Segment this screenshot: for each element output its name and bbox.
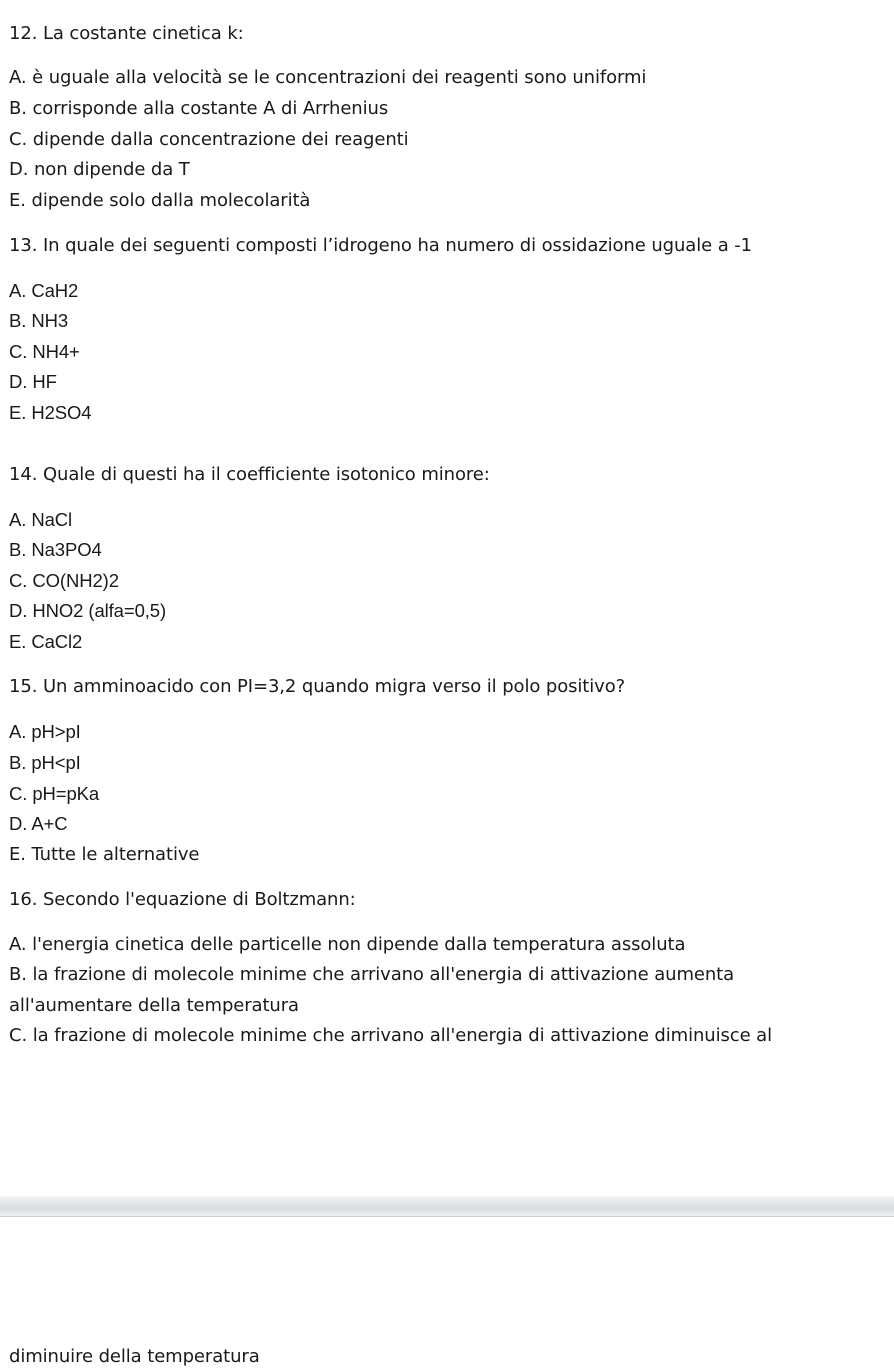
question-16-option-b: B. la frazione di molecole minime che arrivano all'energia di attivazione aumenta xyxy=(9,964,735,985)
question-14-option-d: D. HNO2 (alfa=0,5) xyxy=(9,600,167,621)
question-12-option-e: E. dipende solo dalla molecolarità xyxy=(9,190,311,211)
question-15-option-d: D. A+C xyxy=(9,813,68,834)
page-break-divider xyxy=(0,1196,894,1217)
question-12-option-c: C. dipende dalla concentrazione dei reagenti xyxy=(9,129,409,150)
question-14-option-b: B. Na3PO4 xyxy=(9,539,102,560)
question-16-title: 16. Secondo l'equazione di Boltzmann: xyxy=(9,889,356,910)
question-13-option-d: D. HF xyxy=(9,371,57,392)
question-15-option-c: C. pH=pKa xyxy=(9,783,100,804)
question-12-option-b: B. corrisponde alla costante A di Arrhenius xyxy=(9,98,389,119)
question-13-option-a: A. CaH2 xyxy=(9,280,79,301)
question-16-option-a: A. l'energia cinetica delle particelle non dipende dalla temperatura assoluta xyxy=(9,934,686,955)
question-14-option-c: C. CO(NH2)2 xyxy=(9,570,119,591)
question-15-option-e: E. Tutte le alternative xyxy=(9,844,200,865)
question-15-option-a: A. pH>pI xyxy=(9,721,81,742)
question-15-option-b: B. pH<pI xyxy=(9,752,81,773)
question-16-option-c-continued: diminuire della temperatura xyxy=(9,1346,260,1367)
question-14-option-e: E. CaCl2 xyxy=(9,631,83,652)
question-15-title: 15. Un amminoacido con PI=3,2 quando migra verso il polo positivo? xyxy=(9,676,626,697)
question-12-option-d: D. non dipende da T xyxy=(9,159,190,180)
question-13-option-c: C. NH4+ xyxy=(9,341,80,362)
question-12-option-a: A. è uguale alla velocità se le concentrazioni dei reagenti sono uniformi xyxy=(9,67,647,88)
question-14-title: 14. Quale di questi ha il coefficiente isotonico minore: xyxy=(9,464,490,485)
question-13-option-b: B. NH3 xyxy=(9,310,69,331)
question-13-title: 13. In quale dei seguenti composti l’idrogeno ha numero di ossidazione uguale a -1 xyxy=(9,235,753,256)
question-13-option-e: E. H2SO4 xyxy=(9,402,92,423)
question-14-option-a: A. NaCl xyxy=(9,509,73,530)
question-16-option-b-continued: all'aumentare della temperatura xyxy=(9,995,299,1016)
question-12-title: 12. La costante cinetica k: xyxy=(9,23,244,44)
question-16-option-c: C. la frazione di molecole minime che arrivano all'energia di attivazione diminuisce al xyxy=(9,1025,773,1046)
